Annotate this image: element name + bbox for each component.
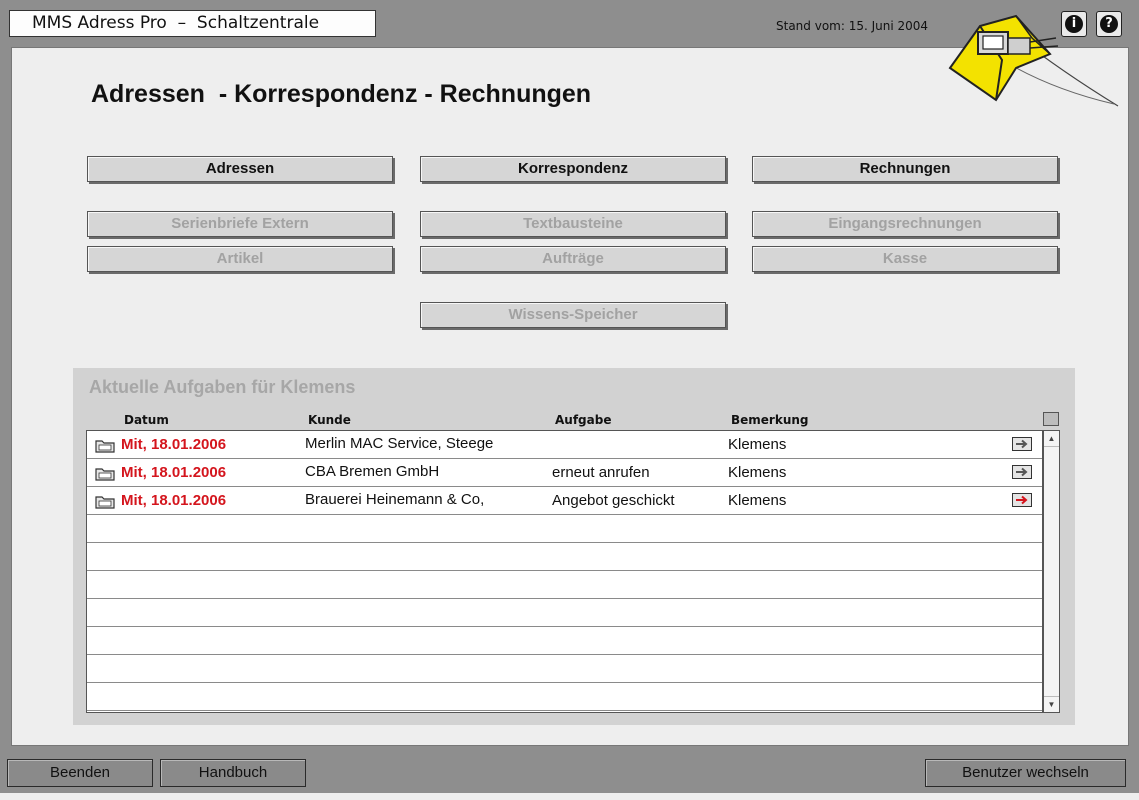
window-title: MMS Adress Pro – Schaltzentrale: [9, 10, 376, 37]
wissens-speicher-button[interactable]: Wissens-Speicher: [420, 302, 726, 328]
column-header-kunde[interactable]: Kunde: [308, 413, 351, 427]
task-bemerkung: Klemens: [728, 464, 787, 481]
arrow-right-icon[interactable]: [1012, 465, 1032, 479]
task-aufgabe: erneut anrufen: [552, 464, 650, 481]
list-scrollbar[interactable]: [1043, 430, 1060, 713]
eingangsrechnungen-button[interactable]: Eingangsrechnungen: [752, 211, 1058, 237]
adressen-button[interactable]: Adressen: [87, 156, 393, 182]
tasks-title: Aktuelle Aufgaben für Klemens: [89, 377, 356, 397]
benutzer-wechseln-button[interactable]: Benutzer wechseln: [925, 759, 1126, 787]
arrow-right-icon[interactable]: [1012, 437, 1032, 451]
folder-icon: [95, 439, 115, 453]
tasks-panel: [73, 368, 1075, 725]
table-row[interactable]: [87, 459, 1042, 487]
task-aufgabe: Angebot geschickt: [552, 492, 675, 509]
beenden-button[interactable]: Beenden: [7, 759, 153, 787]
auftraege-button[interactable]: Aufträge: [420, 246, 726, 272]
empty-row: [87, 543, 1042, 571]
folder-icon: [95, 467, 115, 481]
artikel-button[interactable]: Artikel: [87, 246, 393, 272]
arrow-right-red-icon[interactable]: [1012, 493, 1032, 507]
table-row[interactable]: [87, 431, 1042, 459]
task-date: Mit, 18.01.2006: [121, 436, 227, 453]
empty-row: [87, 683, 1042, 711]
serienbriefe-extern-button[interactable]: Serienbriefe Extern: [87, 211, 393, 237]
column-toggle-button[interactable]: [1043, 412, 1059, 426]
column-header-bemerkung[interactable]: Bemerkung: [731, 413, 809, 427]
column-header-aufgabe[interactable]: Aufgabe: [555, 413, 612, 427]
empty-row: [87, 655, 1042, 683]
info-icon: i: [1065, 15, 1083, 33]
bottom-strip: [0, 793, 1139, 800]
folder-icon: [95, 495, 115, 509]
empty-row: [87, 515, 1042, 543]
column-header-datum[interactable]: Datum: [124, 413, 169, 427]
stand-date-label: Stand vom: 15. Juni 2004: [776, 19, 929, 33]
task-kunde: Merlin MAC Service, Steege: [305, 435, 494, 452]
empty-row: [87, 571, 1042, 599]
task-date: Mit, 18.01.2006: [121, 464, 227, 481]
handbuch-button[interactable]: Handbuch: [160, 759, 306, 787]
help-icon: ?: [1100, 15, 1118, 33]
task-bemerkung: Klemens: [728, 436, 787, 453]
table-row[interactable]: [87, 487, 1042, 515]
task-bemerkung: Klemens: [728, 492, 787, 509]
empty-row: [87, 627, 1042, 655]
mms-logo: [946, 8, 1122, 112]
korrespondenz-button[interactable]: Korrespondenz: [420, 156, 726, 182]
page-title: Adressen - Korrespondenz - Rechnungen: [91, 80, 592, 108]
task-kunde: Brauerei Heinemann & Co,: [305, 491, 485, 508]
task-kunde: CBA Bremen GmbH: [305, 463, 440, 480]
scroll-up-icon[interactable]: ▲: [1044, 431, 1059, 447]
kasse-button[interactable]: Kasse: [752, 246, 1058, 272]
rechnungen-button[interactable]: Rechnungen: [752, 156, 1058, 182]
tasks-list: [86, 430, 1043, 713]
task-date: Mit, 18.01.2006: [121, 492, 227, 509]
empty-row: [87, 599, 1042, 627]
textbausteine-button[interactable]: Textbausteine: [420, 211, 726, 237]
scroll-down-icon[interactable]: ▼: [1044, 696, 1059, 712]
